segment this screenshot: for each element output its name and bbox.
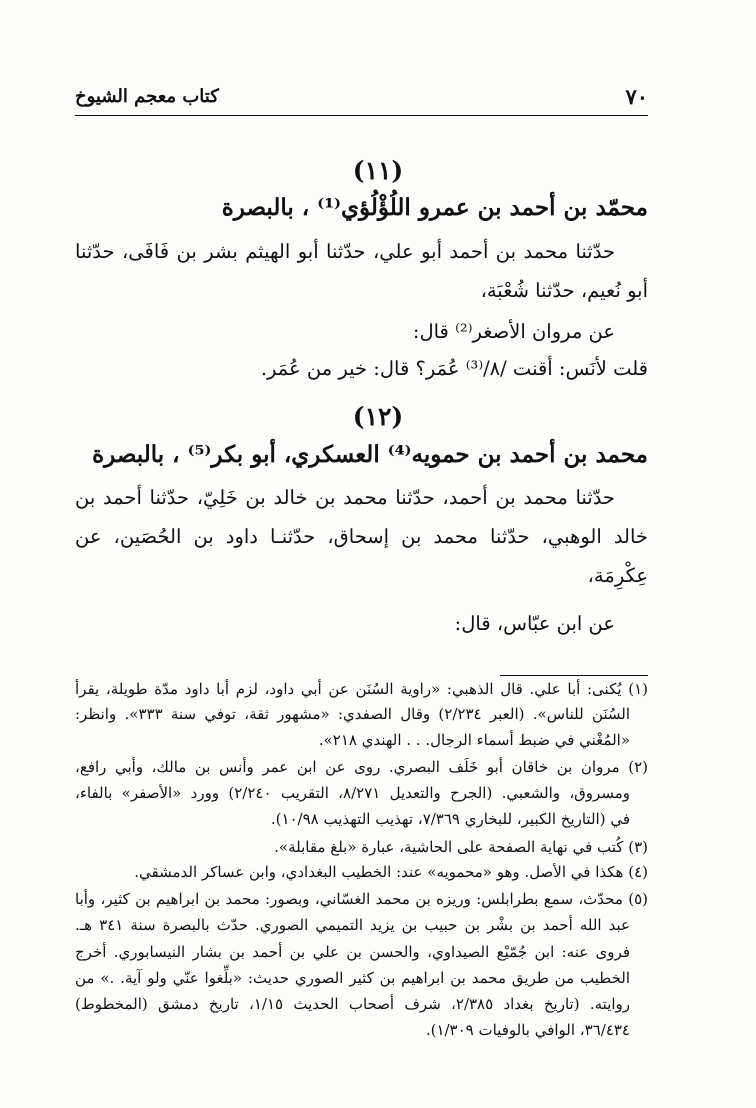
footnote-line: السُنَن للناس». (العبر ٢/٢٣٤) وقال الصفدي: «مشهور ثقة، توفي سنة ٣٣٣». وانظر: [75, 705, 631, 723]
footnote-line: (٢) مروان بن خاقان أبو خَلَف البصري. روى عن ابن عمر وأنس بن مالك، وأبي رافع، [75, 758, 648, 776]
footnote-line: ٣٦/٤٣٤، الوافي بالوفيات ١/٣٠٩). [425, 1021, 630, 1039]
text-line: حدّثنا محمد بن أحمد أبو علي، حدّثنا أبو الهيثم بشر بن فَافَى، حدّثنا [75, 240, 615, 263]
footnote-line: (٥) محدّث، سمع بطرابلس: وريزه بن محمد الغسّاني، وبصور: محمد بن ابراهيم بن كثير، وأبا [75, 890, 648, 908]
footnote-line: روايته. (تاريخ بغداد ٢/٣٨٥، شرف أصحاب الحديث ١/١٥، تاريخ دمشق (المخطوط) [75, 995, 630, 1013]
entry-number: (١٢) [352, 402, 404, 431]
page-number: ٧٠ [625, 84, 648, 109]
footnote-line: في (التاريخ الكبير، للبخاري ٧/٣٦٩، تهذيب التهذيب ١٠/٩٨). [270, 810, 630, 828]
text-line: عن ابن عبّاس، قال: [454, 612, 615, 635]
text-line: خالد الوهبي، حدّثنا محمد بن إسحاق، حدّثنـا داود بن الحُصَين، عن [75, 525, 648, 548]
footnote-line: (١) يُكنى: أبا علي. قال الذهبي: «راوية السُنَن عن أبي داود، لزم أبا داود مدّة طويلة، يقرأ [75, 680, 648, 698]
footnote-line: (٤) هكذا في الأصل. وهو «محمويه» عند: الخطيب البغدادي، وابن عساكر الدمشقي. [134, 863, 648, 881]
text-line: أبو نُعيم، حدّثنا شُعْبَة، [480, 279, 648, 302]
running-header [75, 82, 648, 116]
text-line: عن مروان الأصغر⁽²⁾ قال: [412, 320, 615, 343]
footnote-line: ومسروق، والشعبي. (الجرح والتعديل ٨/٢٧١، التقريب ٢/٢٤٠) وورد «الأصفر» بالفاء، [75, 784, 630, 802]
footnote-line: فروى عنه: ابن جُمّيْع الصيداوي، والحسن بن علي بن أحمد بن بشار النيسابوري. أخرج [75, 943, 630, 961]
book-title: كتاب معجم الشيوخ [75, 86, 219, 107]
entry-number: (١١) [352, 156, 404, 185]
entry-title: محمّد بن أحمد بن عمرو اللُؤْلُؤي⁽¹⁾ ، بالبصرة [221, 194, 648, 221]
text-line: قلت لأنَس: أقنت /٨/⁽³⁾ عُمَر؟ قال: خير من عُمَر. [260, 357, 648, 380]
footnote-line: الخطيب من طريق محمد بن ابراهيم بن كثير الصوري حديث: «بلِّغوا عنّي ولو آية. .» من [75, 969, 630, 987]
entry-title: محمد بن أحمد بن حمويه⁽⁴⁾ العسكري، أبو بكر⁽⁵⁾ ، بالبصرة [92, 441, 648, 468]
footnote-separator [500, 675, 648, 676]
footnote-line: عبد الله أحمد بن بشْر بن حبيب بن يزيد التميمي الصوري. حدّث بالبصرة سنة ٣٤١ هـ. [75, 916, 630, 934]
footnote-line: (٣) كُتب في نهاية الصفحة على الحاشية، عبارة «بلغ مقابلة». [274, 838, 648, 856]
footnote-line: «المُغْني في ضبط أسماء الرجال. . . الهندي ٢١٨». [318, 731, 630, 749]
text-line: حدّثنا محمد بن أحمد، حدّثنا محمد بن خالد بن خَلِيّ، حدّثنا أحمد بن [75, 486, 615, 509]
text-line: عِكْرِمَة، [587, 564, 648, 587]
